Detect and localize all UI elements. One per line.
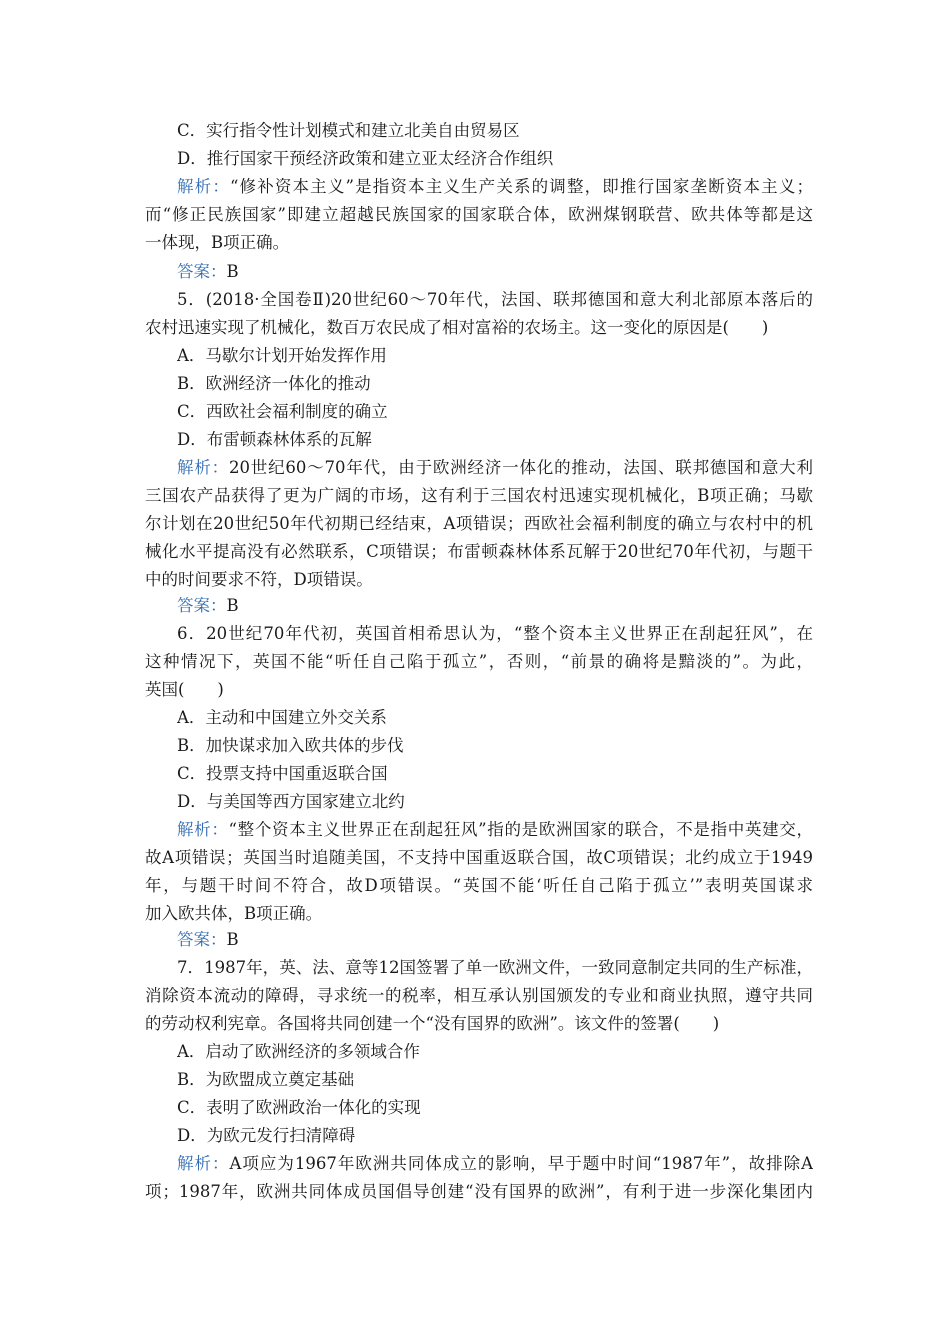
- analysis-line: 解析：20世纪60～70年代，由于欧洲经济一体化的推动，法国、联邦德国和意大利: [177, 458, 813, 477]
- analysis-line: 解析：“修补资本主义”是指资本主义生产关系的调整，即推行国家垄断资本主义；: [177, 177, 813, 196]
- analysis-line: 一体现，B项正确。: [145, 233, 290, 252]
- question-6-stem: 这种情况下，英国不能“听任自己陷于孤立”，否则，“前景的确将是黯淡的”。为此，: [145, 652, 813, 671]
- analysis-line: 尔计划在20世纪50年代初期已经结束，A项错误；西欧社会福利制度的确立与农村中的机: [145, 514, 813, 533]
- option-d: D．推行国家干预经济政策和建立亚太经济合作组织: [177, 149, 554, 168]
- analysis-line: 加入欧共体，B项正确。: [145, 904, 323, 923]
- analysis-label: 解析：: [177, 820, 229, 839]
- answer-line: 答案：B: [177, 262, 239, 281]
- analysis-line: 解析：A项应为1967年欧洲共同体成立的影响，早于题中时间“1987年”，故排除A: [177, 1154, 813, 1173]
- option-b: B．加快谋求加入欧共体的步伐: [177, 736, 404, 755]
- option-d: D．布雷顿森林体系的瓦解: [177, 430, 372, 449]
- analysis-line: 三国农产品获得了更为广阔的市场，这有利于三国农村迅速实现机械化，B项正确；马歇: [145, 486, 813, 505]
- option-a: A．主动和中国建立外交关系: [177, 708, 387, 727]
- option-c: C．西欧社会福利制度的确立: [177, 402, 388, 421]
- option-d: D．为欧元发行扫清障碍: [177, 1126, 356, 1145]
- answer-label: 答案：: [177, 596, 227, 615]
- analysis-label: 解析：: [177, 458, 229, 477]
- analysis-label: 解析：: [177, 1154, 230, 1173]
- answer-label: 答案：: [177, 262, 227, 281]
- option-c: C．实行指令性计划模式和建立北美自由贸易区: [177, 121, 520, 140]
- question-5-stem: 5．(2018·全国卷Ⅱ)20世纪60～70年代，法国、联邦德国和意大利北部原本落后的: [177, 290, 813, 309]
- option-a: A．马歇尔计划开始发挥作用: [177, 346, 387, 365]
- question-6-stem: 6．20世纪70年代初，英国首相希思认为，“整个资本主义世界正在刮起狂风”，在: [177, 624, 813, 643]
- answer-line: 答案：B: [177, 596, 239, 615]
- analysis-line: 而“修正民族国家”即建立超越民族国家的国家联合体，欧洲煤钢联营、欧共体等都是这: [145, 205, 813, 224]
- analysis-line: 解析：“整个资本主义世界正在刮起狂风”指的是欧洲国家的联合，不是指中英建交，: [177, 820, 813, 839]
- analysis-line: 械化水平提高没有必然联系，C项错误；布雷顿森林体系瓦解于20世纪70年代初，与题干: [145, 542, 813, 561]
- option-c: C．投票支持中国重返联合国: [177, 764, 388, 783]
- question-7-stem: 的劳动权利宪章。各国将共同创建一个“没有国界的欧洲”。该文件的签署( ): [145, 1014, 720, 1033]
- question-7-stem: 7．1987年，英、法、意等12国签署了单一欧洲文件，一致同意制定共同的生产标准，: [177, 958, 813, 977]
- option-b: B．欧洲经济一体化的推动: [177, 374, 371, 393]
- question-6-stem: 英国( ): [145, 680, 224, 699]
- analysis-line: 年，与题干时间不符合，故D项错误。“英国不能‘听任自己陷于孤立’”表明英国谋求: [145, 876, 813, 895]
- answer-line: 答案：B: [177, 930, 239, 949]
- answer-label: 答案：: [177, 930, 227, 949]
- option-c: C．表明了欧洲政治一体化的实现: [177, 1098, 421, 1117]
- analysis-line: 故A项错误；英国当时追随美国，不支持中国重返联合国，故C项错误；北约成立于1949: [145, 848, 813, 867]
- analysis-line: 中的时间要求不符，D项错误。: [145, 570, 373, 589]
- question-7-stem: 消除资本流动的障碍，寻求统一的税率，相互承认别国颁发的专业和商业执照，遵守共同: [145, 986, 813, 1005]
- option-a: A．启动了欧洲经济的多领域合作: [177, 1042, 420, 1061]
- option-b: B．为欧盟成立奠定基础: [177, 1070, 355, 1089]
- analysis-label: 解析：: [177, 177, 230, 196]
- option-d: D．与美国等西方国家建立北约: [177, 792, 405, 811]
- question-5-stem: 农村迅速实现了机械化，数百万农民成了相对富裕的农场主。这一变化的原因是( ): [145, 318, 769, 337]
- analysis-line: 项；1987年，欧洲共同体成员国倡导创建“没有国界的欧洲”，有利于进一步深化集团内: [145, 1182, 813, 1201]
